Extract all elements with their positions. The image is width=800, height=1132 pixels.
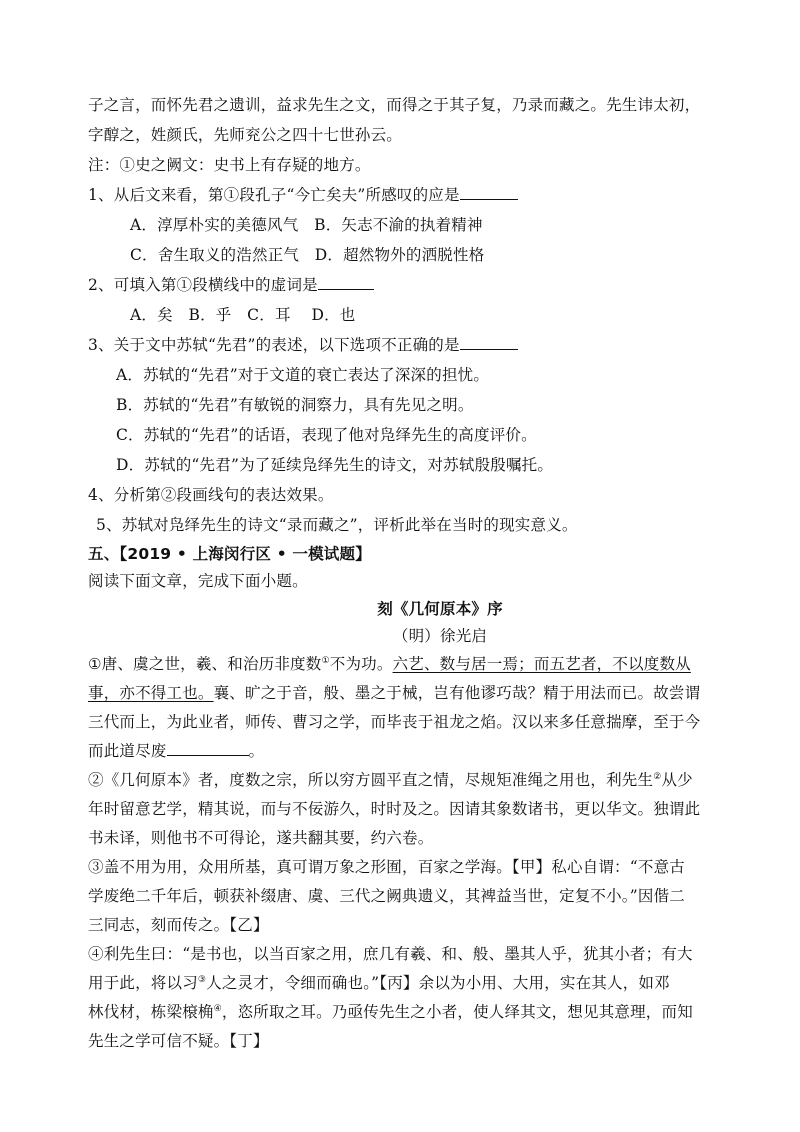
footnote-marker: ③ (197, 974, 207, 985)
question-2-options: A．矣 B．乎 C．耳 D．也 (130, 306, 356, 324)
question-3-option-c: C．苏轼的“先君”的话语，表现了他对凫绎先生的高度评价。 (116, 426, 537, 444)
paragraph-3-line-1: ③盖不用为用，众用所基，真可谓万象之形囿，百家之学海。【甲】私心自谓：“不意古 (88, 858, 685, 876)
paragraph-1-line-2 (88, 682, 700, 704)
fill-in-blank (167, 741, 249, 756)
paragraph-1-line-1 (88, 653, 691, 675)
question-3-option-a: A．苏轼的“先君”对于文道的衰亡表达了深深的担忧。 (116, 366, 490, 384)
section-source: 【2019 • 上海闵行区 • 一模试题】 (119, 545, 371, 563)
underlined-sentence: 事，亦不得工也。 (88, 684, 214, 702)
footnote-marker: ① (321, 655, 330, 666)
section-heading (88, 543, 371, 565)
paragraph-text: 人之灵才，令细而确也。”【丙】余以为小用、大用，实在其人，如邓 (206, 974, 670, 992)
answer-blank (460, 335, 518, 350)
question-4: 4、分析第②段画线句的表达效果。 (88, 486, 334, 504)
paragraph-text: ，恣所取之耳。乃亟传先生之小者，使人绎其文，想见其意理，而知 (221, 1003, 693, 1021)
footnote-marker: ④ (213, 1003, 222, 1014)
continuation-line-1: 子之言，而怀先君之遗训，益求先生之文，而得之于其子复，乃录而藏之。先生讳太初， (88, 96, 701, 114)
paragraph-4-line-3 (88, 1001, 693, 1023)
paragraph-text: 用于此，将以习 (88, 974, 198, 992)
paragraph-2-line-2: 年时留意艺学，精其说，而与不佞游久，时时及之。因请其象数诸书，更以华文。独谓此 (88, 800, 701, 818)
paragraph-text: 襄、旷之于音，般、墨之于械，岂有他谬巧哉？精于用法而已。故尝谓 (213, 684, 701, 702)
question-2-stem: 2、可填入第①段横线中的虚词是 (88, 276, 318, 294)
option-a: A．淳厚朴实的美德风气 (130, 216, 299, 234)
question-2 (88, 274, 374, 296)
section-number: 五、 (88, 545, 120, 563)
paragraph-4-line-4: 先生之学可信不疑。【丁】 (88, 1032, 269, 1050)
paragraph-number: ① (88, 655, 102, 673)
question-1-options-row-2 (130, 244, 484, 266)
paragraph-text: 不为功。 (329, 655, 393, 673)
paragraph-4-line-1: ④利先生曰：“是书也，以当百家之用，庶几有羲、和、般、墨其人乎，犹其小者；有大 (88, 945, 693, 963)
question-5: 5、苏轼对凫绎先生的诗文“录而藏之”，评析此举在当时的现实意义。 (96, 516, 578, 534)
answer-blank (460, 185, 518, 200)
paragraph-2-line-1 (88, 769, 693, 791)
paragraph-text: 。 (248, 742, 265, 760)
option-b: B．矢志不渝的执着精神 (314, 216, 483, 234)
paragraph-3-line-3: 三同志，刻而传之。【乙】 (88, 916, 269, 934)
paragraph-text: 林伐材，栋梁榱桷 (88, 1003, 214, 1021)
underlined-sentence: 六艺、数与居一焉；而五艺者，不以度数从 (392, 655, 691, 673)
paragraph-1-line-3: 三代而上，为此业者，师传、曹习之学，而毕丧于祖龙之焰。汉以来多任意揣摩，至于今 (88, 713, 701, 731)
paragraph-3-line-2: 学废绝二千年后，顿获补缀唐、虞、三代之阙典遗义，其裨益当世，定复不小。”因偕二 (88, 887, 685, 905)
paragraph-4-line-2 (88, 972, 670, 994)
paragraph-text: 从少 (661, 771, 693, 789)
paragraph-text: 而此道尽废 (88, 742, 167, 760)
paragraph-text: 唐、虞之世，羲、和治历非度数 (101, 655, 322, 673)
option-c: C．舍生取义的浩然正气 (130, 246, 300, 264)
footnote-marker: ② (653, 771, 662, 782)
question-3-stem: 3、关于文中苏轼“先君”的表述，以下选项不正确的是 (88, 336, 460, 354)
section-instruction: 阅读下面文章，完成下面小题。 (88, 572, 308, 590)
question-1-stem: 1、从后文来看，第①段孔子“今亡矣夫”所感叹的应是 (88, 186, 460, 204)
question-3-option-d: D．苏轼的“先君”为了延续凫绎先生的诗文，对苏轼殷殷嘱托。 (116, 456, 554, 474)
article-author: （明）徐光启 (392, 627, 488, 645)
question-1 (88, 184, 518, 206)
article-title: 刻《几何原本》序 (377, 600, 503, 618)
question-3-option-b: B．苏轼的“先君”有敏锐的洞察力，具有先见之明。 (116, 396, 474, 414)
continuation-line-2: 字醇之，姓颜氏，先师兖公之四十七世孙云。 (88, 126, 403, 144)
paragraph-1-line-4 (88, 740, 264, 762)
paragraph-2-line-3: 书未译，则他书不可得论，遂共翻其要，约六卷。 (88, 829, 434, 847)
option-d: D．超然物外的洒脱性格 (314, 246, 485, 264)
paragraph-text: ②《几何原本》者，度数之宗，所以穷方圆平直之情，尽规矩准绳之用也，利先生 (88, 771, 654, 789)
answer-blank (318, 275, 374, 290)
question-1-options-row-1 (130, 214, 483, 236)
footnote: 注：①史之阙文：史书上有存疑的地方。 (88, 156, 371, 174)
question-3 (88, 334, 518, 356)
